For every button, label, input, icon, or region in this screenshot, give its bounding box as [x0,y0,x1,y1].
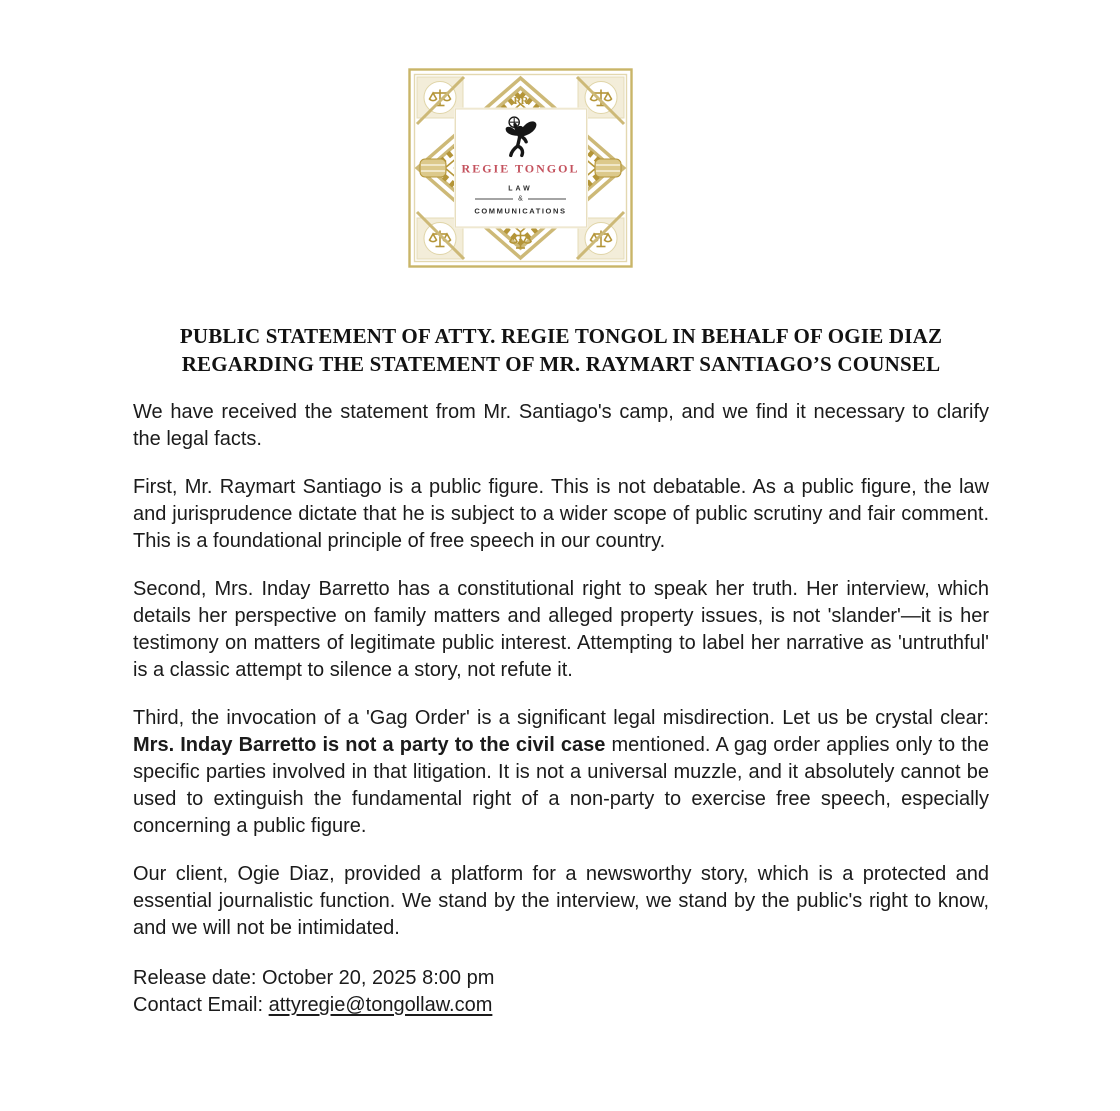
paragraph-4-bold-phrase: Mrs. Inday Barretto is not a party to the civil case [133,734,606,756]
title-line-1: PUBLIC STATEMENT OF ATTY. REGIE TONGOL IN BEHALF OF OGIE DIAZ [179,324,943,348]
logo-divider [456,196,586,203]
contact-email-label: Contact Email: [133,994,264,1016]
logo-law-label: LAW [508,185,533,193]
paragraph-4-lead: Third, the invocation of a 'Gag Order' is a significant legal misdirection. Let us be crystal clear: [133,707,989,729]
logo-center-card [455,109,587,228]
column-icon [595,159,621,177]
law-office-logo [408,68,633,268]
logo-brand-name: REGIE TONGOL [461,161,580,176]
logo-ampersand: & [518,195,523,203]
title-line-2: REGARDING THE STATEMENT OF MR. RAYMART SANTIAGO’S COUNSEL [181,352,941,376]
statement-footer [133,965,989,1019]
statement-paragraph-5: Our client, Ogie Diaz, provided a platform for a newsworthy story, which is a protected and essential journalistic function. We stand by the interview, we stand by the public's right to know, and we will not be intimidated. [133,863,989,939]
statement-body [133,322,989,1019]
contact-email-link[interactable]: attyregie@tongollaw.com [268,994,493,1016]
statement-paragraph-1: We have received the statement from Mr. Santiago's camp, and we find it necessary to clarify the legal facts. [133,401,989,450]
divider-rule-left [475,199,513,200]
contact-line [133,992,989,1019]
cherub-icon [495,115,547,161]
column-icon [420,159,446,177]
paragraph-4-rest: mentioned. A gag order applies only to the specific parties involved in that litigation. It is not a universal muzzle, and it absolutely cannot be used to extinguish the fundamental right of a non-party to exercise free speech, especially concerning a public figure. [133,734,989,837]
release-date-line: Release date: October 20, 2025 8:00 pm [133,967,495,989]
divider-rule-right [528,199,566,200]
statement-paragraph-2: First, Mr. Raymart Santiago is a public figure. This is not debatable. As a public figure, the law and jurisprudence dictate that he is subject to a wider scope of public scrutiny and fair comment. This is a foundational principle of free speech in our country. [133,476,989,552]
monogram-rr: RR [513,95,528,107]
page-title [133,322,989,378]
statement-paragraph-3: Second, Mrs. Inday Barretto has a constitutional right to speak her truth. Her interview, which details her perspective on family matters and alleged property issues, is not 'slander'—it is her testimony on matters of legitimate public interest. Attempting to label her narrative as 'untruthful' is a classic attempt to silence a story, not refute it. [133,578,989,681]
statement-paragraph-4 [133,705,989,840]
logo-communications-label: COMMUNICATIONS [474,206,567,216]
